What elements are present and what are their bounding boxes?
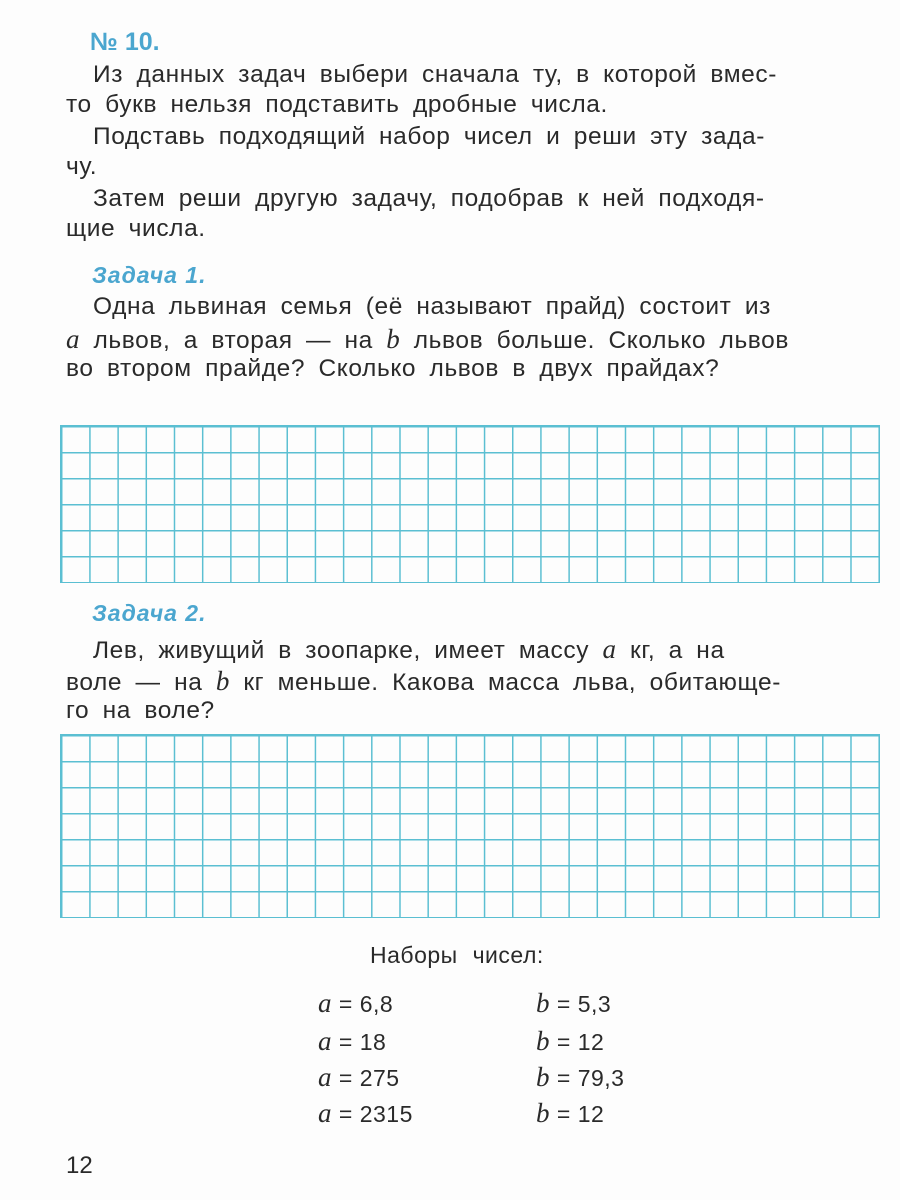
- instruction-line: чу.: [66, 153, 98, 180]
- set-b-value: b = 12: [536, 1026, 605, 1056]
- page-number: 12: [66, 1152, 93, 1179]
- task1-answer-grid[interactable]: [60, 425, 880, 583]
- set-b-value: b = 79,3: [536, 1062, 625, 1092]
- instruction-line: Из данных задач выбери сначала ту, в которой вмес-: [93, 61, 777, 88]
- exercise-number: № 10.: [90, 28, 160, 56]
- number-sets-title: Наборы чисел:: [370, 942, 544, 968]
- instruction-line: то букв нельзя подставить дробные числа.: [66, 91, 608, 118]
- set-a-value: a = 18: [318, 1026, 387, 1056]
- task1-line: во втором прайде? Сколько львов в двух прайдах?: [66, 355, 720, 382]
- task1-line: a львов, а вторая — на b львов больше. Сколько львов: [66, 324, 789, 354]
- task1-line: Одна львиная семья (её называют прайд) состоит из: [93, 293, 771, 320]
- set-a-value: a = 2315: [318, 1098, 413, 1128]
- set-a-value: a = 275: [318, 1062, 400, 1092]
- task1-title: Задача 1.: [92, 262, 207, 288]
- instruction-line: Затем реши другую задачу, подобрав к ней подходя-: [93, 185, 765, 212]
- task2-line: Лев, живущий в зоопарке, имеет массу a кг, а на: [93, 634, 725, 664]
- set-b-value: b = 5,3: [536, 988, 612, 1018]
- task2-answer-grid[interactable]: [60, 734, 880, 918]
- set-a-value: a = 6,8: [318, 988, 394, 1018]
- set-b-value: b = 12: [536, 1098, 605, 1128]
- task2-line: воле — на b кг меньше. Какова масса льва, обитающе-: [66, 666, 781, 696]
- task2-title: Задача 2.: [92, 600, 207, 626]
- instruction-line: щие числа.: [66, 215, 206, 242]
- task2-line: го на воле?: [66, 697, 215, 724]
- instruction-line: Подставь подходящий набор чисел и реши эту зада-: [93, 123, 766, 150]
